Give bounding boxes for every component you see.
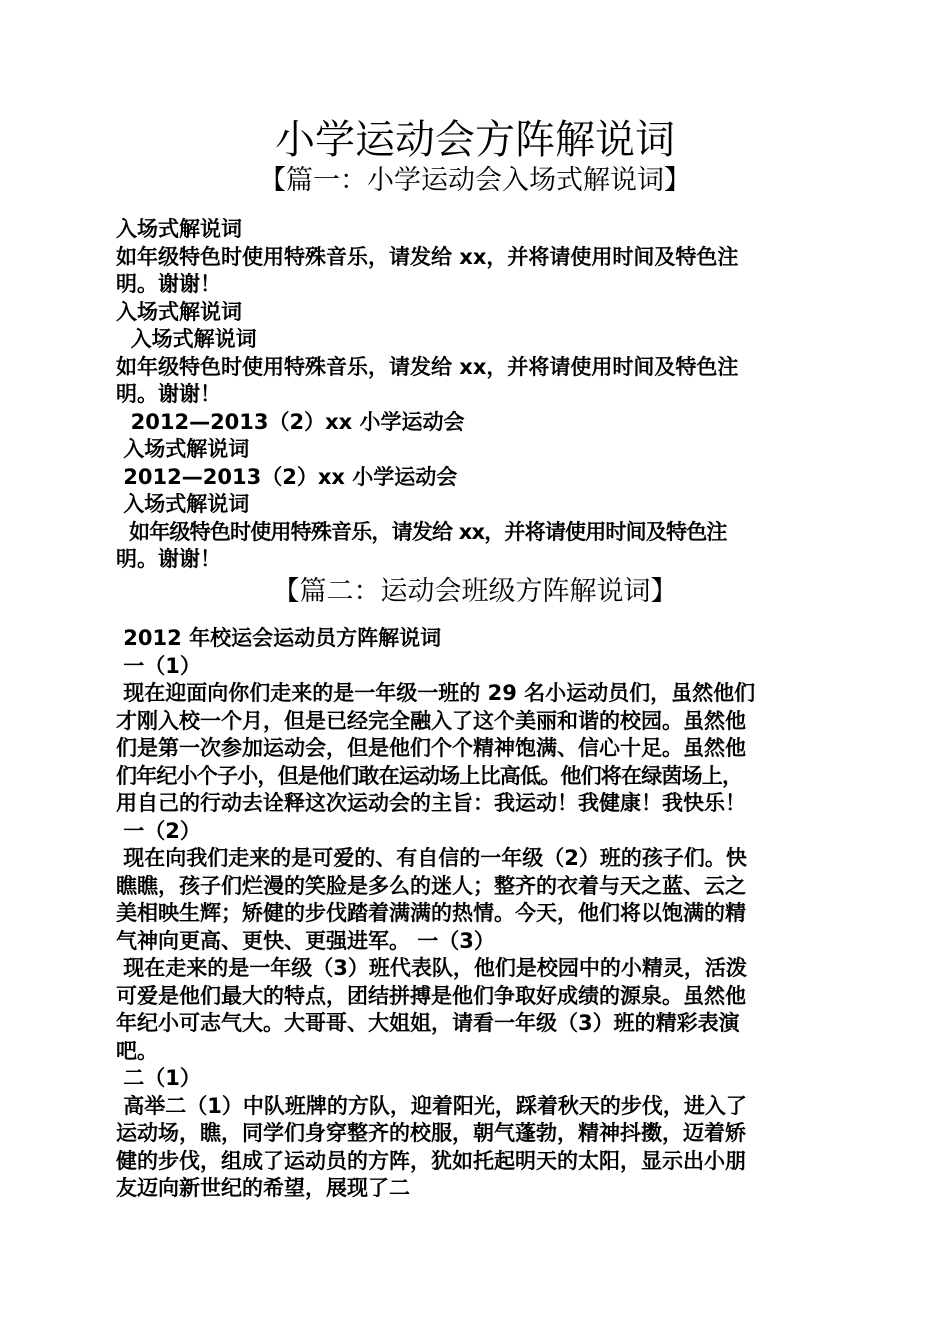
section-2-title: 【篇二：运动会班级方阵解说词】	[272, 576, 678, 607]
document-title: 小学运动会方阵解说词	[275, 117, 675, 163]
section-2-body	[116, 625, 848, 1203]
body-line: 友迈向新世纪的希望，展现了二	[116, 1176, 410, 1200]
body-line: 用自己的行动去诠释这次运动会的主旨：我运动！我健康！我快乐！	[116, 791, 746, 815]
body-line: 现在迎面向你们走来的是一年级一班的 29 名小运动员们，虽然他们	[116, 681, 756, 705]
section-1-title: 【篇一：小学运动会入场式解说词】	[259, 165, 691, 196]
body-line: 们年纪小个子小，但是他们敢在运动场上比高低。他们将在绿茵场上，	[116, 763, 743, 788]
body-line: 吧。	[116, 1038, 158, 1063]
body-line: 才刚入校一个月，但是已经完全融入了这个美丽和谐的校园。虽然他	[116, 708, 746, 733]
body-line: 入场式解说词	[116, 299, 242, 324]
body-line: 运动场，瞧，同学们身穿整齐的校服，朝气蓬勃，精神抖擞，迈着矫	[116, 1121, 746, 1145]
body-line: 入场式解说词	[116, 492, 250, 516]
body-line: 美相映生辉；矫健的步伐踏着满满的热情。今天，他们将以饱满的精	[116, 901, 746, 925]
body-line: 明。谢谢！	[116, 547, 221, 571]
body-line: 如年级特色时使用特殊音乐，请发给 xx，并将请使用时间及特色注	[116, 354, 739, 379]
body-line: 们是第一次参加运动会，但是他们个个精神饱满、信心十足。虽然他	[116, 736, 746, 760]
body-line: 可爱是他们最大的特点，团结拼搏是他们争取好成绩的源泉。虽然他	[116, 983, 746, 1008]
body-line: 入场式解说词	[116, 437, 250, 461]
body-line: 瞧瞧，孩子们烂漫的笑脸是多么的迷人；整齐的衣着与天之蓝、云之	[116, 873, 746, 898]
body-line: 现在向我们走来的是可爱的、有自信的一年级（2）班的孩子们。快	[116, 846, 747, 870]
body-line: 气神向更高、更快、更强进军。 一（3）	[116, 928, 495, 953]
body-line: 入场式解说词	[116, 217, 242, 241]
body-line: 明。谢谢！	[116, 272, 221, 296]
body-line: 如年级特色时使用特殊音乐，请发给 xx，并将请使用时间及特色注	[116, 244, 739, 269]
body-line: 2012—2013（2）xx 小学运动会	[116, 464, 458, 489]
body-line: 一（2）	[116, 818, 201, 843]
body-line: 健的步伐，组成了运动员的方阵，犹如托起明天的太阳，显示出小朋	[116, 1148, 746, 1173]
body-line: 明。谢谢！	[116, 382, 221, 406]
body-line: 高举二（1）中队班牌的方队，迎着阳光，踩着秋天的步伐，进入了	[116, 1093, 747, 1118]
body-line: 一（1）	[116, 653, 201, 678]
body-line: 现在走来的是一年级（3）班代表队，他们是校园中的小精灵，活泼	[116, 956, 747, 980]
body-line: 如年级特色时使用特殊音乐，请发给 xx，并将请使用时间及特色注	[116, 519, 727, 544]
body-line: 二（1）	[116, 1066, 201, 1090]
body-line: 入场式解说词	[116, 327, 257, 351]
section-1-body	[116, 216, 848, 574]
body-line: 2012 年校运会运动员方阵解说词	[116, 626, 442, 650]
body-line: 2012—2013（2）xx 小学运动会	[116, 409, 465, 434]
body-line: 年纪小可志气大。大哥哥、大姐姐，请看一年级（3）班的精彩表演	[116, 1011, 740, 1035]
